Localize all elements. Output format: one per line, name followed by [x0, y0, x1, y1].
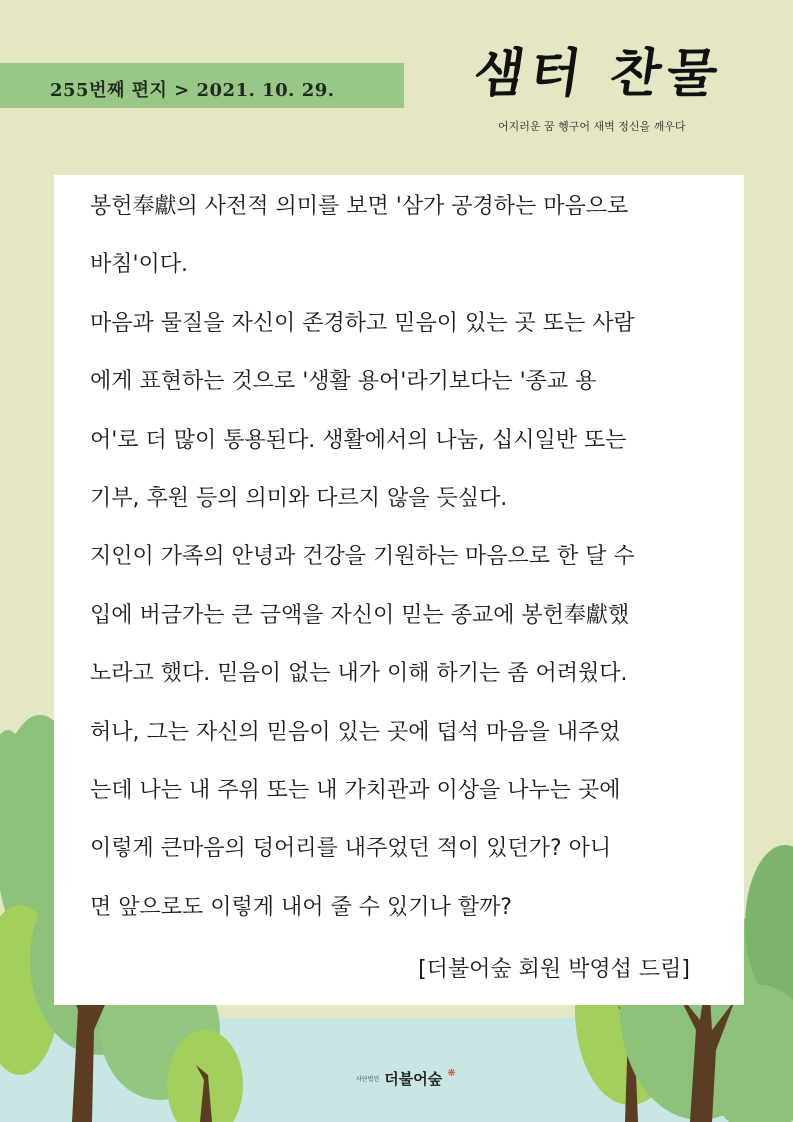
- letter-body: [90, 178, 715, 937]
- letter-line: 기부, 후원 등의 의미와 다르지 않을 듯싶다.: [90, 485, 508, 511]
- letter-line: 지인이 가족의 안녕과 건강을 기원하는 마음으로 한 달 수: [90, 544, 635, 570]
- letter-line: 에게 표현하는 것으로 '생활 용어'라기보다는 '종교 용: [90, 369, 597, 395]
- logo-title: 샘터 찬물: [469, 43, 728, 104]
- footer-org-name: 더불어숲: [384, 1070, 443, 1088]
- letter-line: 어'로 더 많이 통용된다. 생활에서의 나눔, 십시일반 또는: [90, 427, 627, 453]
- logo-tagline: 어지러운 꿈 헹구어 새벽 정신을 깨우다: [498, 120, 686, 133]
- letter-line: 마음과 물질을 자신이 존경하고 믿음이 있는 곳 또는 사람: [90, 310, 635, 336]
- letter-line: 면 앞으로도 이렇게 내어 줄 수 있기나 할까?: [90, 894, 512, 920]
- footer-org-prefix: 사단법인: [356, 1076, 380, 1083]
- letter-line: 이렇게 큰마음의 덩어리를 내주었던 적이 있던가? 아니: [90, 836, 612, 862]
- footer-leaf-icon: ❋: [447, 1068, 456, 1079]
- letter-line: 허나, 그는 자신의 믿음이 있는 곳에 덥석 마음을 내주었: [90, 719, 621, 745]
- letter-line: 는데 나는 내 주위 또는 내 가치관과 이상을 나누는 곳에: [90, 777, 621, 803]
- letter-signature: [더불어숲 회원 박영섭 드림]: [418, 957, 690, 982]
- letter-line: 봉헌奉獻의 사전적 의미를 보면 '삼가 공경하는 마음으로: [90, 194, 629, 219]
- footer-org-logo: [356, 1068, 456, 1088]
- letter-line: 노라고 했다. 믿음이 없는 내가 이해 하기는 좀 어려웠다.: [90, 661, 628, 687]
- letter-line: 입에 버금가는 큰 금액을 자신이 믿는 종교에 봉헌奉獻했: [90, 602, 630, 628]
- letter-line: 바침'이다.: [90, 252, 189, 278]
- issue-label: 255번째 편지 > 2021. 10. 29.: [50, 80, 335, 101]
